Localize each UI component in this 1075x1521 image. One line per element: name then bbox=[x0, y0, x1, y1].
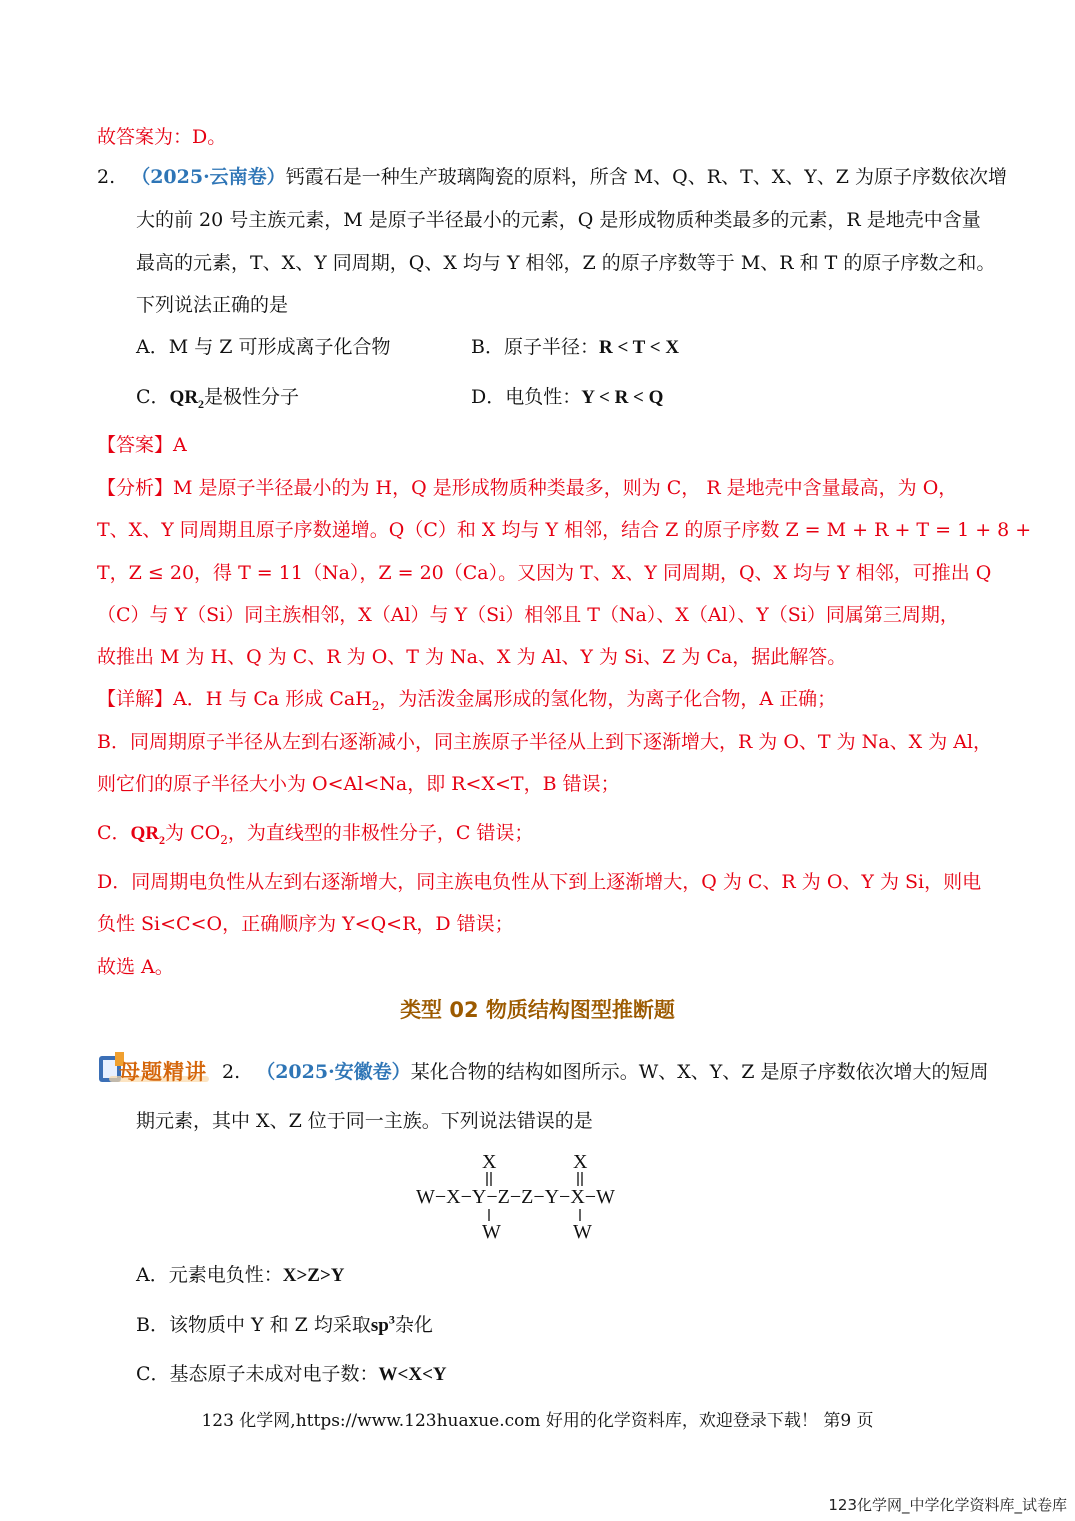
structure-bottom-right: W bbox=[573, 1221, 592, 1243]
question-number: 2. bbox=[222, 1061, 241, 1083]
question-2-line-1 bbox=[222, 1059, 989, 1085]
structure-bottom-left: W bbox=[482, 1221, 501, 1243]
detail-b-line-1: B．同周期原子半径从左到右逐渐减小，同主族原子半径从上到下逐渐增大，R 为 O、T 为 Na、X 为 Al， bbox=[97, 731, 993, 753]
option-c-text: 是极性分子 bbox=[204, 386, 300, 408]
detail-c-subscript-2: 2 bbox=[220, 832, 228, 847]
question-1-line-1 bbox=[97, 164, 1007, 190]
question-2-line-2: 期元素，其中 X、Z 位于同一主族。下列说法错误的是 bbox=[136, 1110, 593, 1132]
analysis-line-3: T，Z ≤ 20，得 T = 11（Na），Z = 20（Ca）。又因为 T、X、Y 同周期，Q、X 均与 Y 相邻，可推出 Q bbox=[97, 562, 992, 584]
question-1-line-2: 大的前 20 号主族元素，M 是原子半径最小的元素，Q 是形成物质种类最多的元素，R 是地壳中含量 bbox=[136, 209, 981, 231]
question-stem: 钙霞石是一种生产玻璃陶瓷的原料，所含 M、Q、R、T、X、Y、Z 为原子序数依次增 bbox=[285, 166, 1008, 188]
detail-c-text: 为 CO bbox=[165, 822, 221, 844]
question-1-line-4: 下列说法正确的是 bbox=[136, 294, 289, 316]
structure-diagram bbox=[410, 1148, 670, 1248]
previous-answer: 故答案为：D。 bbox=[97, 126, 227, 148]
option-d bbox=[471, 384, 663, 411]
option-d-label: D．电负性： bbox=[471, 386, 582, 408]
q2-option-a bbox=[136, 1262, 345, 1289]
section-title: 类型 02 物质结构图型推断题 bbox=[400, 998, 675, 1022]
option-b-label: B．原子半径： bbox=[471, 336, 599, 358]
detail-a-text: 【详解】A．H 与 Ca 形成 CaH bbox=[97, 688, 372, 710]
question-stem: 某化合物的结构如图所示。W、X、Y、Z 是原子序数依次增大的短周 bbox=[410, 1061, 989, 1083]
analysis-line-1: 【分析】M 是原子半径最小的为 H，Q 是形成物质种类最多，则为 C， R 是地壳中含量最高，为 O， bbox=[97, 477, 958, 499]
option-c bbox=[136, 384, 299, 411]
option-b bbox=[471, 334, 679, 361]
detail-c-text-2: ，为直线型的非极性分子，C 错误； bbox=[227, 822, 534, 844]
question-source: （2025·云南卷） bbox=[131, 166, 286, 188]
q2-option-a-label: A．元素电负性： bbox=[136, 1264, 283, 1286]
question-1-line-3: 最高的元素，T、X、Y 同周期，Q、X 均与 Y 相邻，Z 的原子序数等于 M、R 和 T 的原子序数之和。 bbox=[136, 252, 996, 274]
final-choice: 故选 A。 bbox=[97, 956, 174, 978]
option-d-formula: Y < R < Q bbox=[581, 387, 664, 408]
detail-c-formula: QR bbox=[130, 823, 160, 844]
q2-option-b bbox=[136, 1312, 433, 1339]
option-c-formula: QR bbox=[169, 387, 199, 408]
detail-c bbox=[97, 820, 533, 847]
q2-option-c-formula: W<X<Y bbox=[378, 1364, 447, 1385]
option-c-subscript: 2 bbox=[198, 396, 205, 411]
analysis-line-4: （C）与 Y（Si）同主族相邻，X（Al）与 Y（Si）相邻且 T（Na）、X（Al）、Y（Si）同属第三周期， bbox=[97, 604, 959, 626]
detail-d-line-2: 负性 Si<C<O，正确顺序为 Y<Q<R，D 错误； bbox=[97, 913, 514, 935]
analysis-line-5: 故推出 M 为 H、Q 为 C、R 为 O、T 为 Na、X 为 Al、Y 为 Si、Z 为 Ca，据此解答。 bbox=[97, 646, 847, 668]
detail-a-text-2: ，为活泼金属形成的氢化物，为离子化合物，A 正确； bbox=[379, 688, 837, 710]
structure-top-left: X bbox=[482, 1151, 497, 1173]
answer-line: 【答案】A bbox=[97, 434, 187, 456]
detail-c-subscript: 2 bbox=[159, 832, 166, 847]
q2-option-b-text-2: 杂化 bbox=[394, 1314, 433, 1336]
q2-option-b-formula: sp bbox=[370, 1315, 389, 1336]
detail-a-subscript: 2 bbox=[371, 698, 380, 713]
badge-label: 母题精讲 bbox=[119, 1060, 207, 1084]
detail-b-line-2: 则它们的原子半径大小为 O<Al<Na，即 R<X<T，B 错误； bbox=[97, 773, 620, 795]
watermark-text: 123化学网_中学化学资料库_试卷库 bbox=[828, 1496, 1067, 1514]
detail-d-line-1: D．同周期电负性从左到右逐渐增大，同主族电负性从下到上逐渐增大，Q 为 C、R 为 O、Y 为 Si，则电 bbox=[97, 871, 982, 893]
structure-chain: W−X−Y−Z−Z−Y−X−W bbox=[416, 1186, 615, 1208]
structure-top-right: X bbox=[573, 1151, 588, 1173]
option-c-label: C． bbox=[136, 386, 170, 408]
page-footer: 123 化学网,https://www.123huaxue.com 好用的化学资料库，欢迎登录下载！ 第9 页 bbox=[201, 1411, 874, 1431]
q2-option-b-superscript: 3 bbox=[388, 1312, 395, 1327]
q2-option-c-label: C．基态原子未成对电子数： bbox=[136, 1363, 379, 1385]
detail-c-label: C． bbox=[97, 822, 131, 844]
question-source: （2025·安徽卷） bbox=[256, 1061, 411, 1083]
analysis-line-2: T、X、Y 同周期且原子序数递增。Q（C）和 X 均与 Y 相邻，结合 Z 的原子序数 Z = M + R + T = 1 + 8 + bbox=[97, 519, 1032, 541]
question-number: 2. bbox=[97, 166, 116, 188]
option-b-formula: R < T < X bbox=[598, 337, 680, 358]
q2-option-b-text: B．该物质中 Y 和 Z 均采取 bbox=[136, 1314, 371, 1336]
option-a: A．M 与 Z 可形成离子化合物 bbox=[136, 336, 391, 358]
badge bbox=[97, 1050, 215, 1088]
q2-option-a-formula: X>Z>Y bbox=[282, 1265, 345, 1286]
detail-a bbox=[97, 686, 836, 712]
q2-option-c bbox=[136, 1361, 447, 1388]
